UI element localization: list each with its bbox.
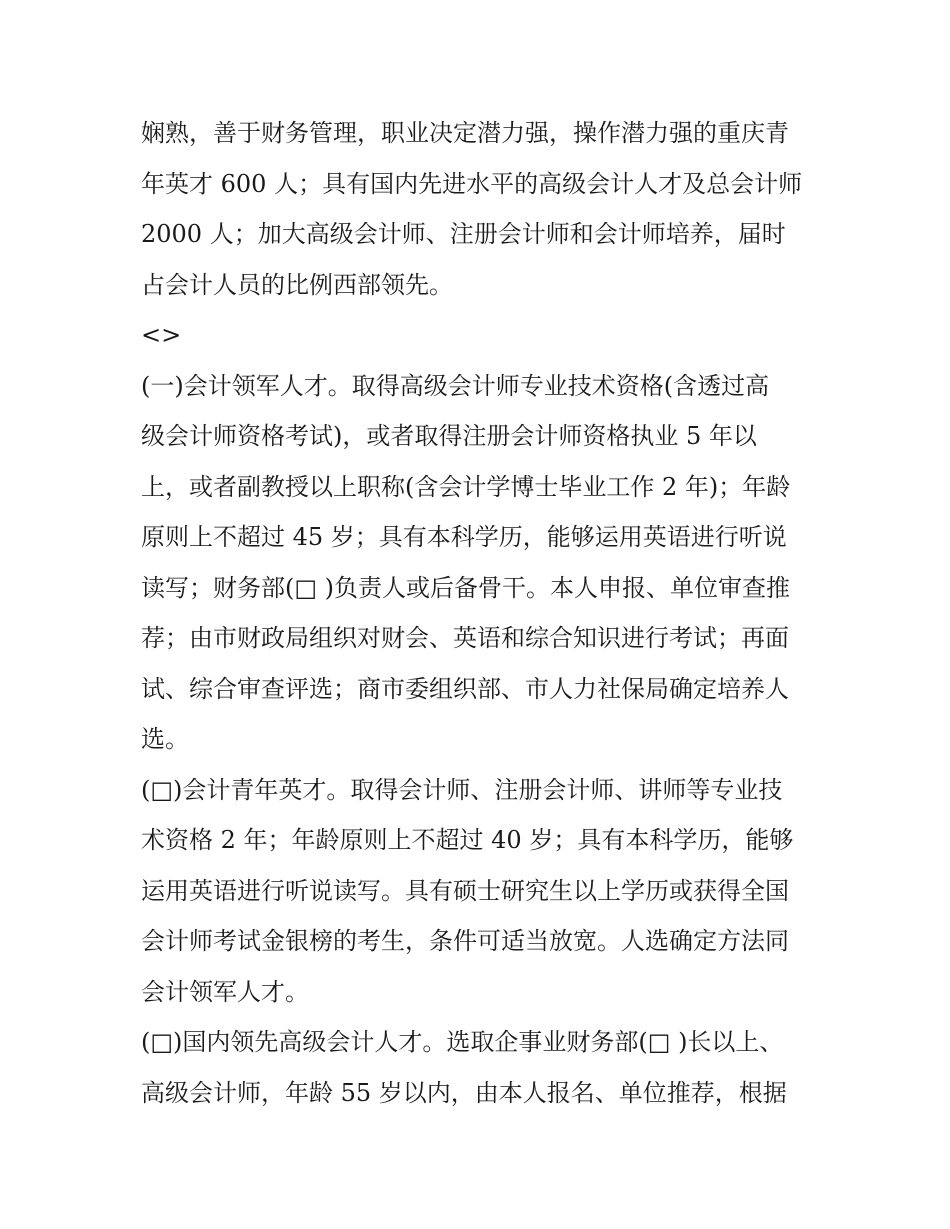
- text-line: 会计领军人才。: [141, 977, 309, 1006]
- text-line: (□)会计青年英才。取得会计师、注册会计师、讲师等专业技: [141, 775, 783, 804]
- text-line: <>: [141, 321, 182, 349]
- document-body: [141, 108, 821, 1118]
- text-line: (□)国内领先高级会计人才。选取企事业财务部(□ )长以上、: [141, 1028, 784, 1056]
- text-line: 荐；由市财政局组织对财会、英语和综合知识进行考试；再面: [141, 624, 789, 652]
- text-line: 上，或者副教授以上职称(含会计学博士毕业工作 2 年)；年龄: [141, 472, 791, 501]
- text-line: (一)会计领军人才。取得高级会计师专业技术资格(含透过高: [141, 371, 770, 400]
- text-line: 读写；财务部(□ )负责人或后备骨干。本人申报、单位审查推: [141, 573, 791, 602]
- text-line: 占会计人员的比例西部领先。: [141, 270, 453, 299]
- text-line: 选。: [141, 725, 189, 753]
- text-line: 运用英语进行听说读写。具有硕士研究生以上学历或获得全国: [141, 876, 789, 905]
- text-line: 会计师考试金银榜的考生，条件可适当放宽。人选确定方法同: [141, 927, 789, 955]
- text-line: 原则上不超过 45 岁；具有本科学历，能够运用英语进行听说: [141, 523, 787, 551]
- text-line: 级会计师资格考试)，或者取得注册会计师资格执业 5 年以: [141, 422, 757, 450]
- text-line: 术资格 2 年；年龄原则上不超过 40 岁；具有本科学历，能够: [141, 826, 794, 854]
- text-line: 年英才 600 人；具有国内先进水平的高级会计人才及总会计师: [141, 169, 803, 198]
- text-line: 高级会计师，年龄 55 岁以内，由本人报名、单位推荐，根据: [141, 1078, 787, 1107]
- text-line: 2000 人；加大高级会计师、注册会计师和会计师培养，届时: [141, 220, 786, 248]
- text-line: 试、综合审查评选；商市委组织部、市人力社保局确定培养人: [141, 674, 789, 703]
- text-line: 娴熟，善于财务管理，职业决定潜力强，操作潜力强的重庆青: [141, 119, 789, 147]
